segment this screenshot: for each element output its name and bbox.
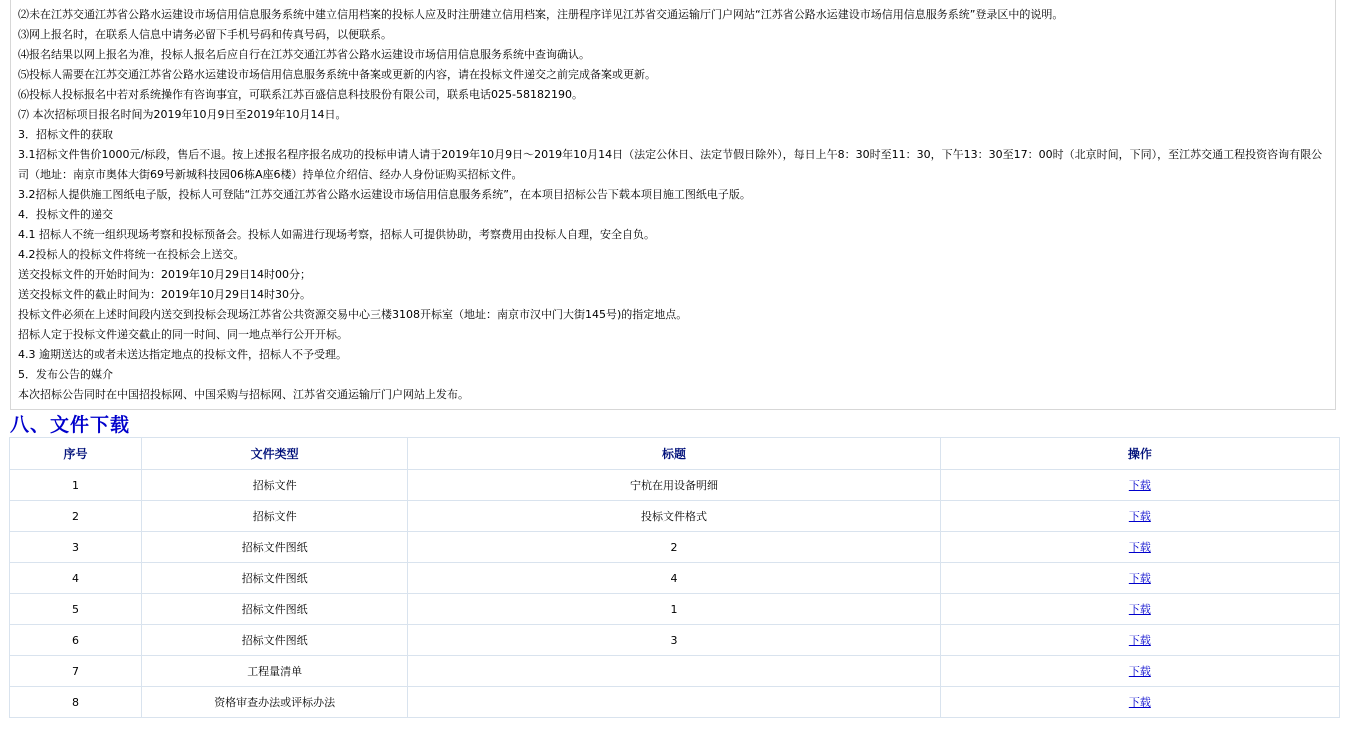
cell-no: 2: [10, 501, 142, 532]
cell-action: [940, 563, 1339, 594]
cell-no: 6: [10, 625, 142, 656]
cell-no: 8: [10, 687, 142, 718]
notice-line: 4．投标文件的递交: [18, 208, 113, 221]
cell-title: 投标文件格式: [408, 501, 940, 532]
table-row: [10, 594, 1340, 625]
notice-line: 3.2招标人提供施工图纸电子版，投标人可登陆“江苏交通江苏省公路水运建设市场信用信息服务系统”，在本项目招标公告下载本项目施工图纸电子版。: [18, 188, 751, 201]
table-row: [10, 625, 1340, 656]
notice-line: ⑶网上报名时，在联系人信息中请务必留下手机号码和传真号码，以便联系。: [18, 28, 392, 41]
download-link[interactable]: 下载: [1128, 665, 1151, 678]
cell-action: [940, 501, 1339, 532]
cell-no: 4: [10, 563, 142, 594]
download-link[interactable]: 下载: [1128, 634, 1151, 647]
cell-type: 工程量清单: [142, 656, 408, 687]
cell-action: [940, 470, 1339, 501]
cell-action: [940, 625, 1339, 656]
notice-line: ⑺ 本次招标项目报名时间为2019年10月9日至2019年10月14日。: [18, 108, 347, 121]
cell-title: [408, 656, 940, 687]
column-header-title: 标题: [408, 438, 940, 470]
download-link[interactable]: 下载: [1128, 479, 1151, 492]
notice-line: 5．发布公告的媒介: [18, 368, 113, 381]
table-row: [10, 501, 1340, 532]
download-link[interactable]: 下载: [1128, 603, 1151, 616]
cell-type: 招标文件图纸: [142, 594, 408, 625]
notice-line: 3.1招标文件售价1000元/标段，售后不退。按上述报名程序报名成功的投标申请人请于2019年10月9日～2019年10月14日（法定公休日、法定节假日除外），每日上午8：30时至11：30，下午13：30至17：00时（北京时间，下同），至江苏交通工程投资咨询有限公司（地址：南京市奥体大街69号新城科技园06栋A座6楼）持单位介绍信、经办人身份证购买招标文件。: [18, 148, 1323, 181]
cell-action: [940, 656, 1339, 687]
table-row: [10, 687, 1340, 718]
notice-line: 4.2投标人的投标文件将统一在投标会上送交。: [18, 248, 245, 261]
cell-type: 资格审查办法或评标办法: [142, 687, 408, 718]
cell-no: 7: [10, 656, 142, 687]
notice-line: 4.1 招标人不统一组织现场考察和投标预备会。投标人如需进行现场考察，招标人可提供协助，考察费用由投标人自理，安全自负。: [18, 228, 655, 241]
notice-line: ⑷报名结果以网上报名为准，投标人报名后应自行在江苏交通江苏省公路水运建设市场信用信息服务系统中查询确认。: [18, 48, 590, 61]
cell-title: 3: [408, 625, 940, 656]
cell-title: 2: [408, 532, 940, 563]
cell-no: 1: [10, 470, 142, 501]
cell-type: 招标文件: [142, 470, 408, 501]
table-row: [10, 656, 1340, 687]
cell-title: 宁杭在用设备明细: [408, 470, 940, 501]
column-header-type: 文件类型: [142, 438, 408, 470]
download-link[interactable]: 下载: [1128, 541, 1151, 554]
notice-line: 本次招标公告同时在中国招投标网、中国采购与招标网、江苏省交通运输厅门户网站上发布。: [18, 388, 469, 401]
table-row: [10, 532, 1340, 563]
cell-no: 3: [10, 532, 142, 563]
cell-title: 4: [408, 563, 940, 594]
notice-line: 送交投标文件的开始时间为：2019年10月29日14时00分；: [18, 268, 311, 281]
cell-title: 1: [408, 594, 940, 625]
cell-type: 招标文件图纸: [142, 625, 408, 656]
file-download-table: [9, 437, 1340, 718]
table-header-row: [10, 438, 1340, 470]
notice-line: 4.3 逾期送达的或者未送达指定地点的投标文件，招标人不予受理。: [18, 348, 347, 361]
download-link[interactable]: 下载: [1128, 510, 1151, 523]
cell-no: 5: [10, 594, 142, 625]
cell-type: 招标文件图纸: [142, 563, 408, 594]
notice-line: ⑵未在江苏交通江苏省公路水运建设市场信用信息服务系统中建立信用档案的投标人应及时注册建立信用档案，注册程序详见江苏省交通运输厅门户网站“江苏省公路水运建设市场信用信息服务系统”登录区中的说明。: [18, 8, 1064, 21]
cell-action: [940, 532, 1339, 563]
notice-line: ⑸投标人需要在江苏交通江苏省公路水运建设市场信用信息服务系统中备案或更新的内容，请在投标文件递交之前完成备案或更新。: [18, 68, 656, 81]
notice-line: 投标文件必须在上述时间段内送交到投标会现场江苏省公共资源交易中心三楼3108开标室（地址：南京市汉中门大街145号)的指定地点。: [18, 308, 688, 321]
section-title-file-download: 八、文件下载: [10, 414, 131, 436]
notice-line: 招标人定于投标文件递交截止的同一时间、同一地点举行公开开标。: [18, 328, 348, 341]
download-link[interactable]: 下载: [1128, 572, 1151, 585]
column-header-action: 操作: [940, 438, 1339, 470]
notice-line: 3．招标文件的获取: [18, 128, 113, 141]
cell-type: 招标文件: [142, 501, 408, 532]
cell-title: [408, 687, 940, 718]
column-header-no: 序号: [10, 438, 142, 470]
cell-type: 招标文件图纸: [142, 532, 408, 563]
notice-line: ⑹投标人投标报名中若对系统操作有咨询事宜，可联系江苏百盛信息科技股份有限公司，联系电话025-58182190。: [18, 88, 583, 101]
table-row: [10, 563, 1340, 594]
cell-action: [940, 594, 1339, 625]
notice-content-panel: [10, 0, 1336, 410]
notice-lines: [18, 5, 1332, 405]
download-link[interactable]: 下载: [1128, 696, 1151, 709]
notice-line: 送交投标文件的截止时间为：2019年10月29日14时30分。: [18, 288, 311, 301]
table-row: [10, 470, 1340, 501]
cell-action: [940, 687, 1339, 718]
